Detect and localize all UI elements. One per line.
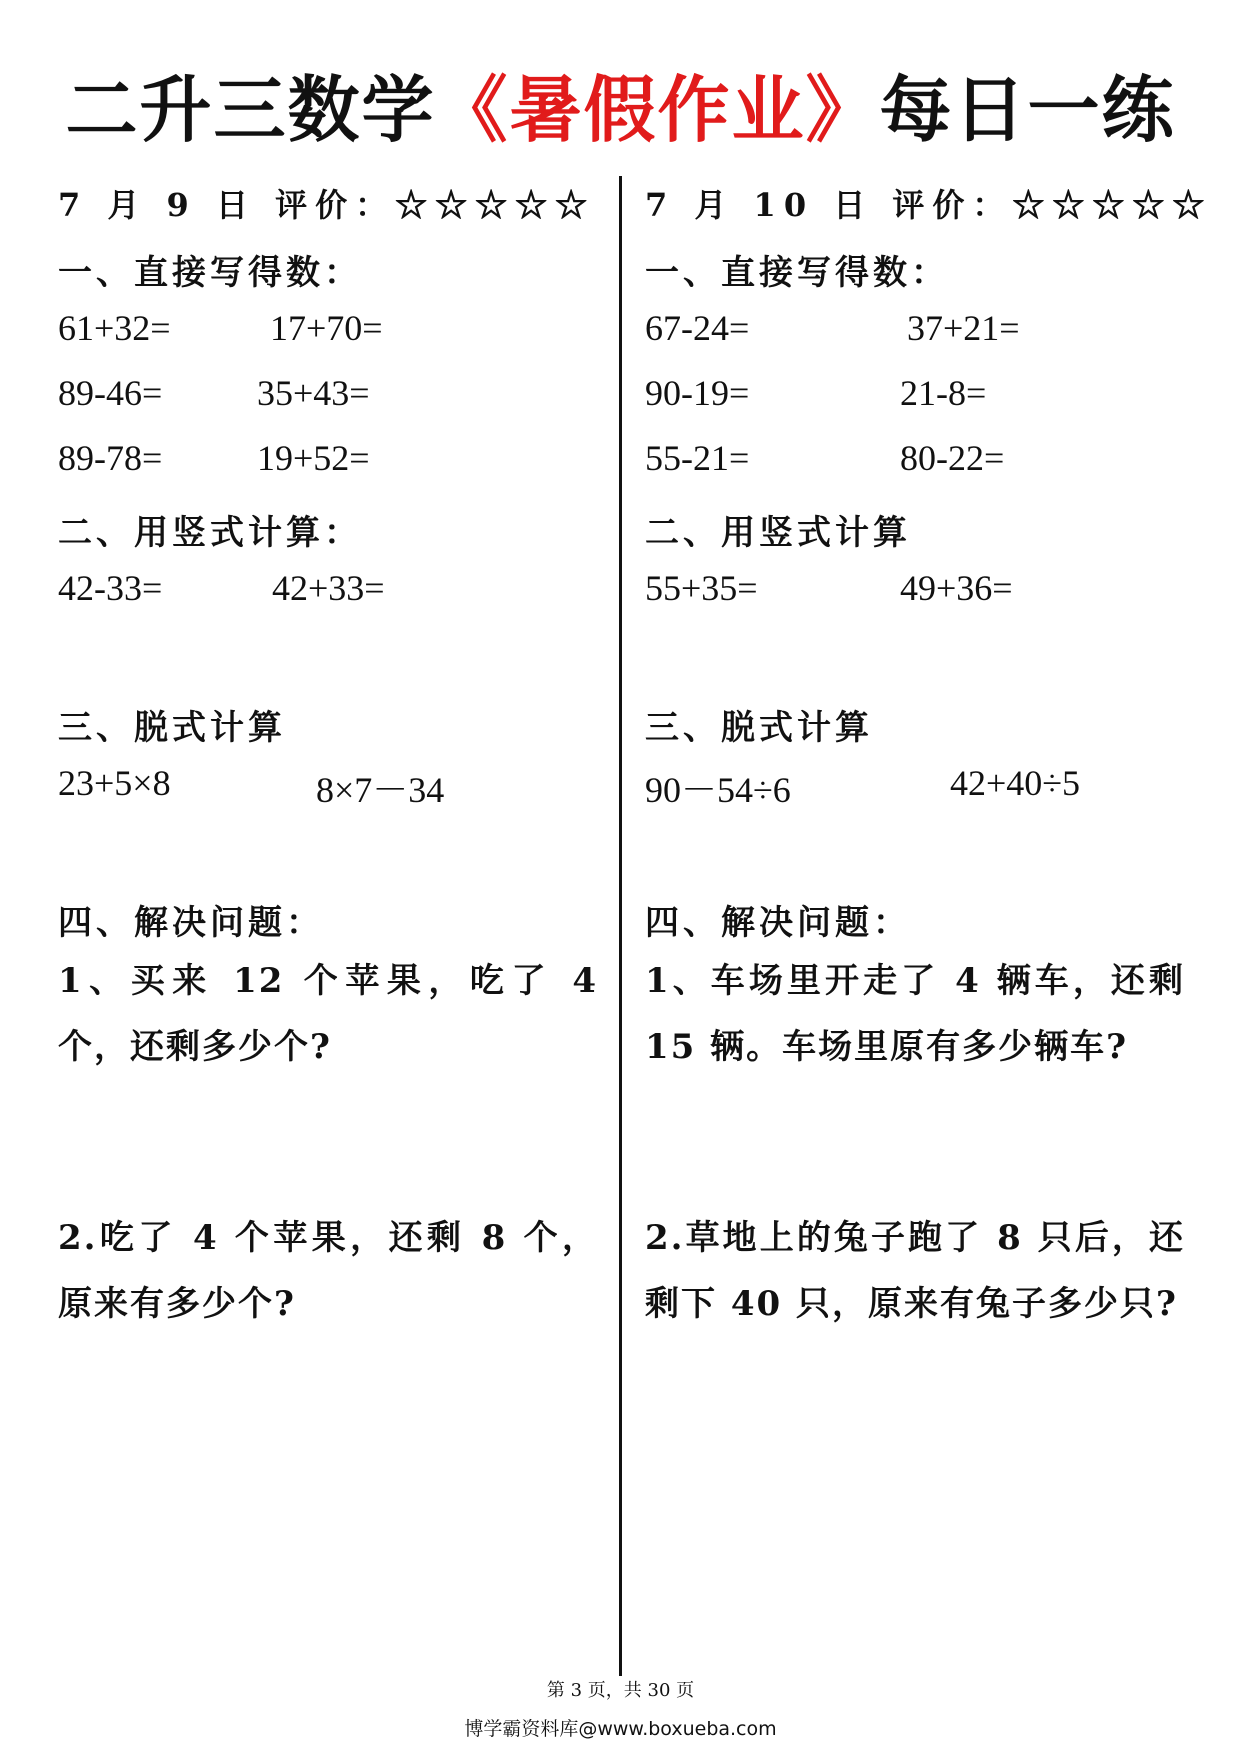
section-word-problems: 四、解决问题：: [645, 903, 911, 943]
section-word-problems: 四、解决问题：: [58, 903, 324, 943]
equation: 55-21=: [645, 438, 750, 478]
section-vertical-calc: 二、用竖式计算：: [58, 513, 362, 553]
word-problem: 2.吃了 4 个苹果，还剩 8 个，原来有多少个?: [58, 1218, 598, 1324]
equation: 35+43=: [257, 373, 370, 413]
section-stepwise-calc: 三、脱式计算: [58, 708, 286, 748]
word-problem: 2.草地上的兔子跑了 8 只后，还剩下 40 只，原来有兔子多少只?: [645, 1218, 1185, 1324]
equation: 90-19=: [645, 373, 750, 413]
equation: 21-8=: [900, 373, 987, 413]
column-divider: [619, 176, 622, 1676]
equation: 80-22=: [900, 438, 1005, 478]
title-main: 二升三数学: [65, 68, 436, 152]
equation: 42+33=: [272, 568, 385, 608]
equation: 55+35=: [645, 568, 758, 608]
section-direct-answer: 一、直接写得数：: [645, 253, 949, 293]
expression: 42+40÷5: [950, 763, 1081, 803]
equation: 89-46=: [58, 373, 163, 413]
equation: 49+36=: [900, 568, 1013, 608]
word-problem: 1、车场里开走了 4 辆车，还剩 15 辆。车场里原有多少辆车?: [645, 961, 1185, 1067]
equation: 17+70=: [270, 308, 383, 348]
title-highlight: 《暑假作业》: [435, 68, 880, 152]
expression: 90－54÷6: [645, 770, 791, 810]
equation: 42-33=: [58, 568, 163, 608]
section-direct-answer: 一、直接写得数：: [58, 253, 362, 293]
title-suffix: 每日一练: [879, 68, 1176, 152]
date-rating: 7 月 10 日 评价：☆☆☆☆☆: [645, 186, 1213, 224]
equation: 37+21=: [907, 308, 1020, 348]
equation: 67-24=: [645, 308, 750, 348]
source-watermark: 博学霸资料库@www.boxueba.com: [464, 1718, 777, 1740]
date-rating: 7 月 9 日 评价：☆☆☆☆☆: [58, 186, 596, 224]
section-stepwise-calc: 三、脱式计算: [645, 708, 873, 748]
page-number: 第 3 页，共 30 页: [546, 1680, 695, 1701]
expression: 23+5×8: [58, 763, 171, 803]
equation: 89-78=: [58, 438, 163, 478]
equation: 19+52=: [257, 438, 370, 478]
equation: 61+32=: [58, 308, 171, 348]
word-problem: 1、买来 12 个苹果，吃了 4 个，还剩多少个?: [58, 961, 598, 1067]
expression: 8×7－34: [316, 770, 445, 810]
page-title: [0, 52, 1241, 156]
section-vertical-calc: 二、用竖式计算: [645, 513, 911, 553]
